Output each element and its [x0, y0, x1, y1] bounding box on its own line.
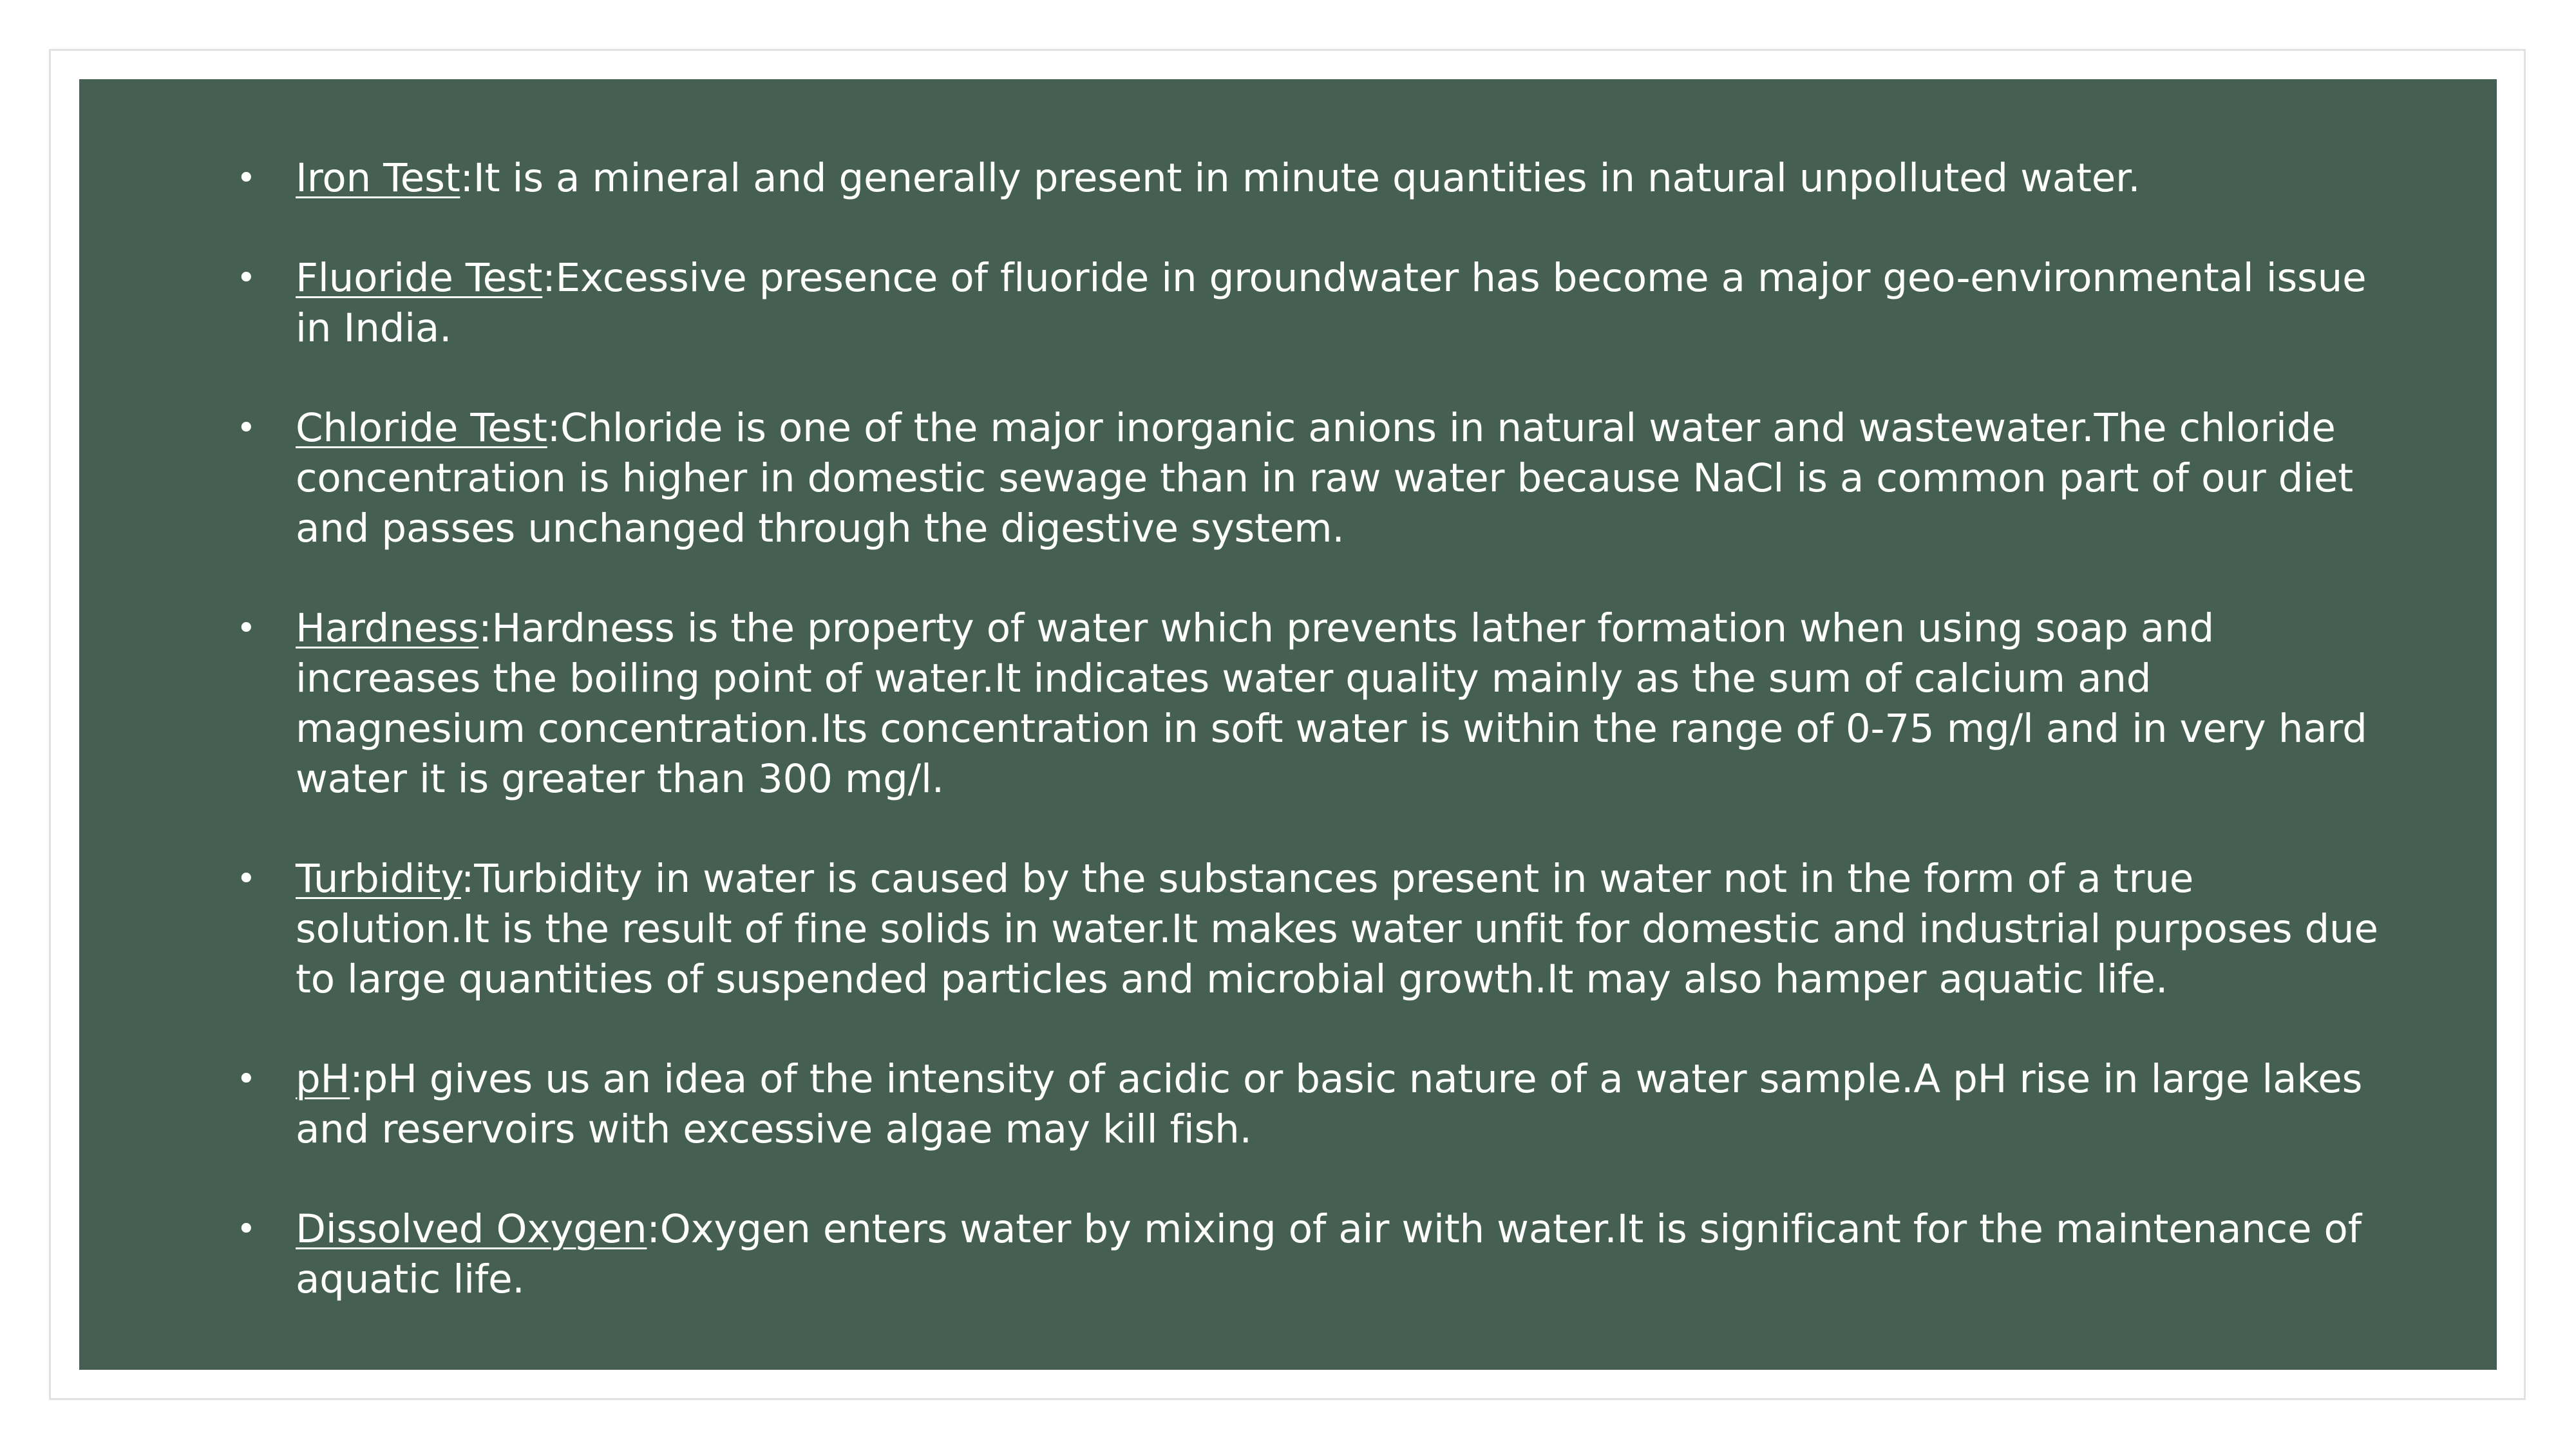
bullet-list: [222, 153, 2387, 1305]
term-dissolved-oxygen: Dissolved Oxygen: [296, 1206, 647, 1252]
term-fluoride-test: Fluoride Test: [296, 255, 543, 301]
content-panel: [79, 79, 2497, 1370]
description-turbidity: :Turbidity in water is caused by the substances present in water not in the form of a true solution.It is the result of fine solids in water.It makes water unfit for domestic and industrial purposes due to large quantities of suspended particles and microbial growth.It may also hamper aquatic life.: [296, 856, 2378, 1002]
bullet-icon: •: [236, 609, 256, 648]
bullet-icon: •: [236, 259, 256, 298]
description-ph: :pH gives us an idea of the intensity of acidic or basic nature of a water sample.A pH rise in large lakes and reservoirs with excessive algae may kill fish.: [296, 1056, 2363, 1152]
description-chloride-test: :Chloride is one of the major inorganic anions in natural water and wastewater.The chloride concentration is higher in domestic sewage than in raw water because NaCl is a common part of our diet and passes unchanged through the digestive system.: [296, 405, 2353, 551]
bullet-icon: •: [236, 860, 256, 898]
description-iron-test: :It is a mineral and generally present in minute quantities in natural unpolluted water.: [460, 155, 2141, 201]
bullet-icon: •: [236, 159, 256, 198]
list-item-turbidity: [222, 854, 2387, 1005]
bullet-icon: •: [236, 409, 256, 448]
description-hardness: :Hardness is the property of water which prevents lather formation when using soap and increases the boiling point of water.It indicates water quality mainly as the sum of calcium and magnesium concentration.Its concentration in soft water is within the range of 0-75 mg/l and in very hard water it is greater than 300 mg/l.: [296, 605, 2367, 802]
term-iron-test: Iron Test: [296, 155, 460, 201]
term-hardness: Hardness: [296, 605, 479, 651]
description-dissolved-oxygen: :Oxygen enters water by mixing of air with water.It is significant for the maintenance of aquatic life.: [296, 1206, 2362, 1302]
list-item-dissolved-oxygen: [222, 1204, 2387, 1305]
list-item-chloride-test: [222, 403, 2387, 554]
list-item-iron-test: [222, 153, 2387, 204]
list-item-fluoride-test: [222, 253, 2387, 354]
bullet-icon: •: [236, 1060, 256, 1099]
list-item-ph: [222, 1054, 2387, 1155]
description-fluoride-test: :Excessive presence of fluoride in groundwater has become a major geo-environmental issue in India.: [296, 255, 2367, 351]
term-chloride-test: Chloride Test: [296, 405, 547, 451]
term-ph: pH: [296, 1056, 350, 1102]
list-item-hardness: [222, 603, 2387, 804]
term-turbidity: Turbidity: [296, 856, 461, 902]
bullet-icon: •: [236, 1210, 256, 1249]
